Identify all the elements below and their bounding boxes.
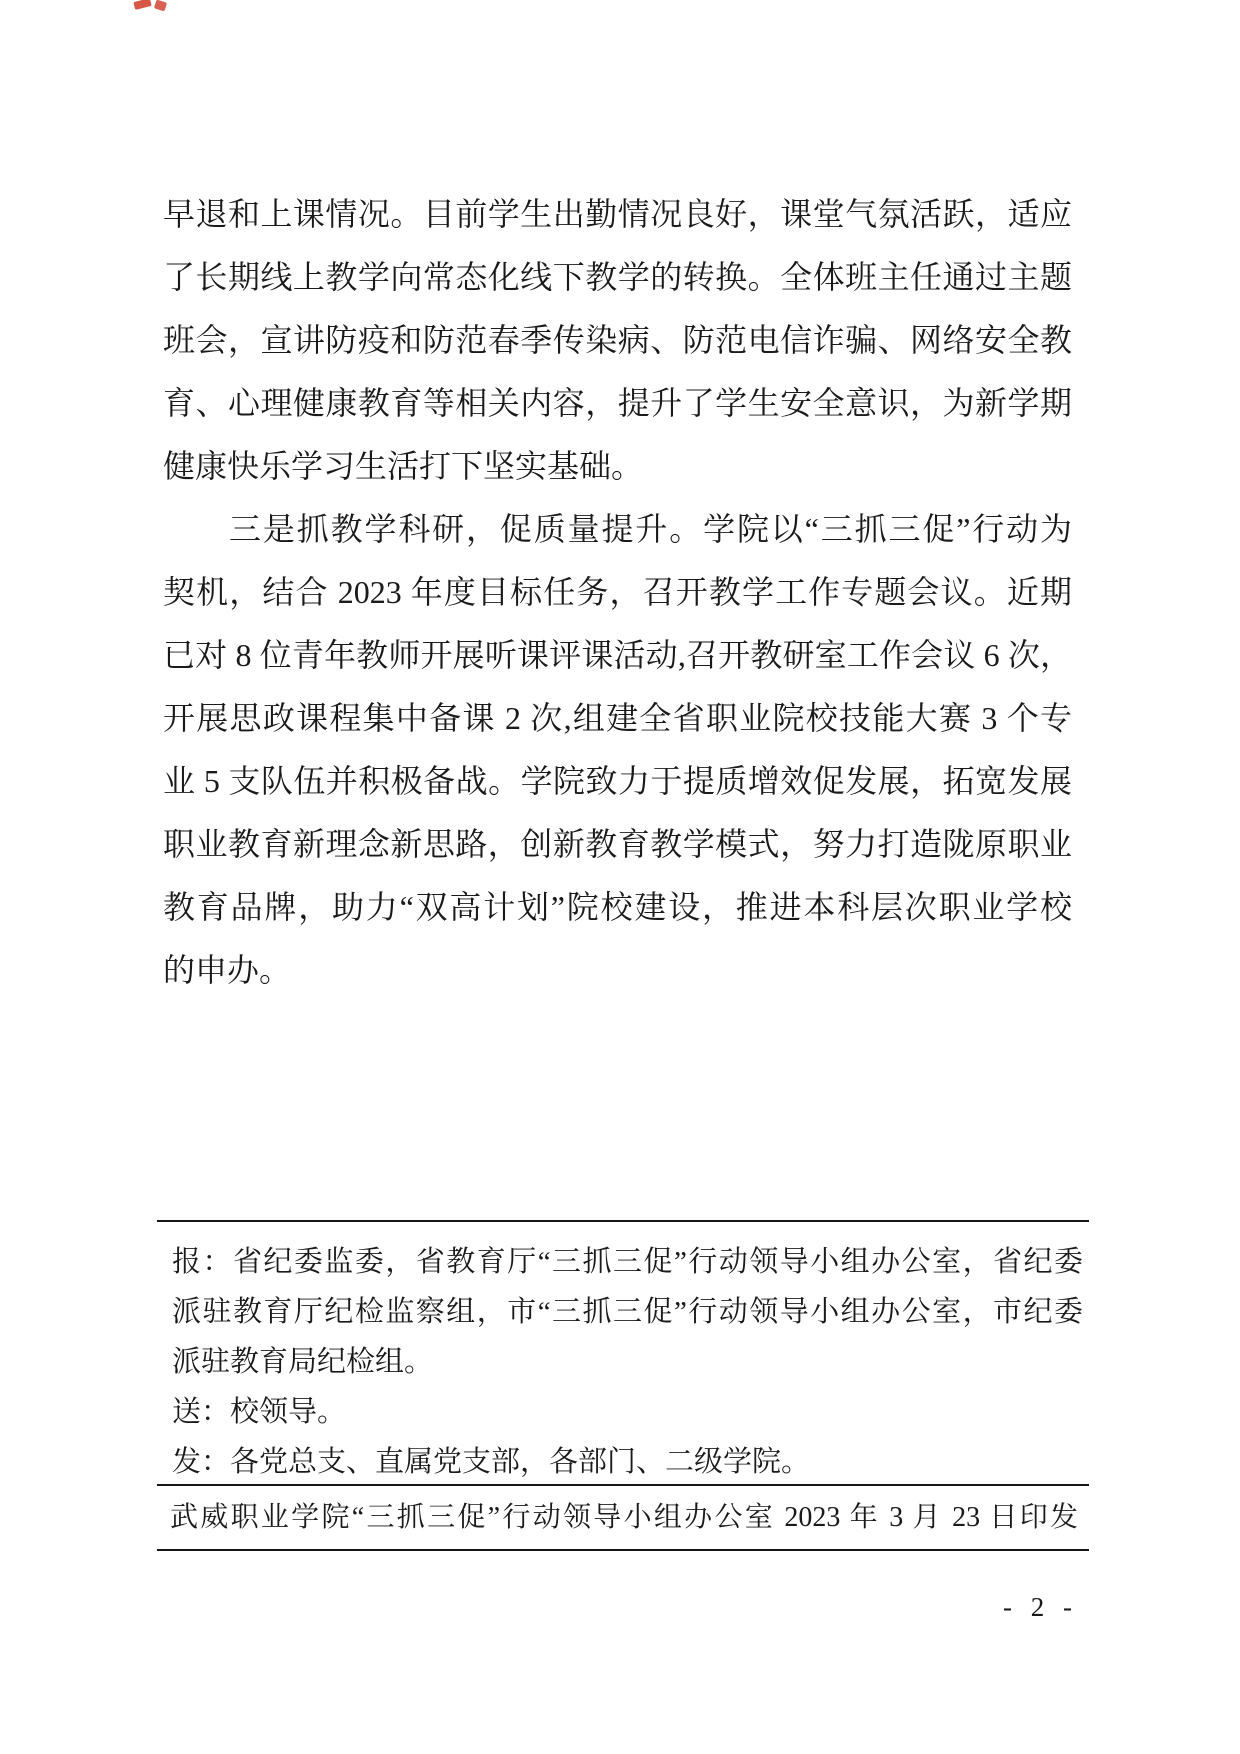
body-line-paragraph-end: 的申办。 <box>163 952 292 988</box>
body-line: 已对 8 位青年教师开展听课评课活动,召开教研室工作会议 6 次， <box>163 637 1072 673</box>
body-line: 职业教育新理念新思路，创新教育教学模式，努力打造陇原职业 <box>163 826 1072 862</box>
scan-artifact-red <box>154 0 167 11</box>
body-line: 班会，宣讲防疫和防范春季传染病、防范电信诈骗、网络安全教 <box>163 322 1072 358</box>
distribution-line-report: 报：省纪委监委，省教育厅“三抓三促”行动领导小组办公室，省纪委 <box>172 1246 1083 1278</box>
body-line-paragraph-end: 健康快乐学习生活打下坚实基础。 <box>163 448 644 484</box>
scan-artifact-red <box>133 0 151 10</box>
body-line-paragraph-start: 三是抓教学科研，促质量提升。学院以“三抓三促”行动为 <box>229 511 1072 547</box>
footer-separator-top <box>157 1220 1089 1222</box>
body-line: 育、心理健康教育等相关内容，提升了学生安全意识，为新学期 <box>163 385 1072 421</box>
body-line: 开展思政课程集中备课 2 次,组建全省职业院校技能大赛 3 个专 <box>163 700 1072 736</box>
document-body <box>163 183 1072 1002</box>
distribution-line-issue: 发：各党总支、直属党支部，各部门、二级学院。 <box>172 1446 811 1478</box>
body-line: 教育品牌，助力“双高计划”院校建设，推进本科层次职业学校 <box>163 889 1072 925</box>
distribution-line-report: 派驻教育局纪检组。 <box>172 1346 434 1378</box>
imprint-separator-top <box>157 1484 1089 1486</box>
imprint-separator-bottom <box>157 1549 1089 1551</box>
body-line: 业 5 支队伍并积极备战。学院致力于提质增效促发展，拓宽发展 <box>163 763 1072 799</box>
distribution-list <box>172 1237 1083 1487</box>
page-number: - 2 - <box>1003 1592 1078 1622</box>
body-line: 早退和上课情况。目前学生出勤情况良好，课堂气氛活跃，适应 <box>163 196 1072 232</box>
distribution-line-send: 送：校领导。 <box>172 1396 347 1428</box>
distribution-line-report: 派驻教育厅纪检监察组，市“三抓三促”行动领导小组办公室，市纪委 <box>172 1296 1083 1328</box>
imprint-line: 武威职业学院“三抓三促”行动领导小组办公室 2023 年 3 月 23 日印发 <box>170 1502 1078 1533</box>
body-line: 了长期线上教学向常态化线下教学的转换。全体班主任通过主题 <box>163 259 1072 295</box>
body-line: 契机，结合 2023 年度目标任务，召开教学工作专题会议。近期 <box>163 574 1072 610</box>
